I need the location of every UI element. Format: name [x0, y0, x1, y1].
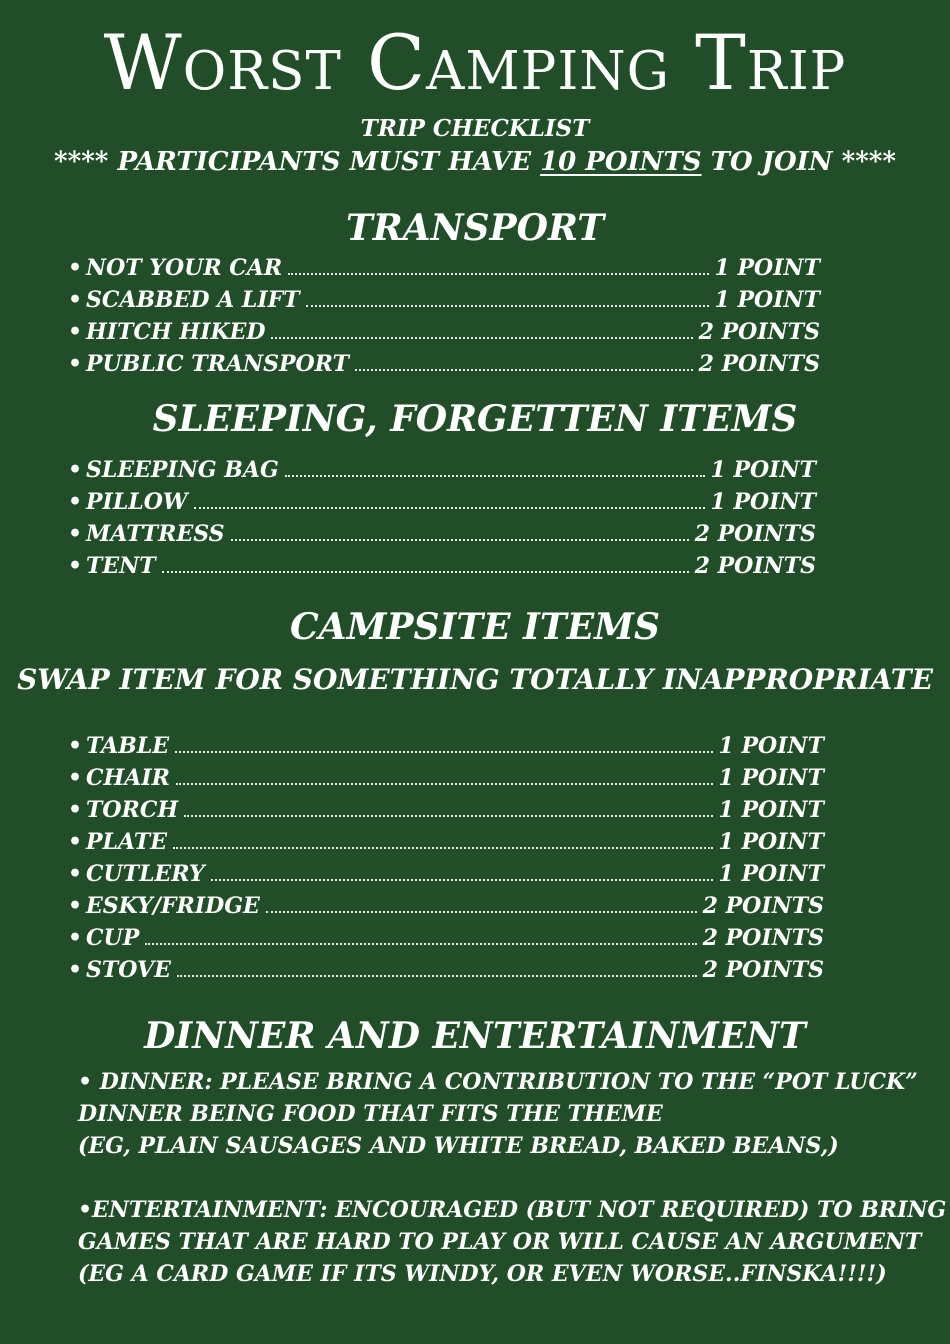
dot-leader — [271, 337, 692, 339]
checklist-item — [68, 284, 820, 316]
campsite-list — [68, 730, 824, 986]
dot-leader — [306, 305, 709, 307]
item-points: 1 POINT — [710, 457, 816, 483]
section-heading-transport: TRANSPORT — [345, 207, 605, 249]
section-heading-dinner: DINNER AND ENTERTAINMENT — [144, 1015, 806, 1057]
checklist-item — [68, 454, 816, 486]
item-label: CUP — [86, 925, 140, 951]
requirement-line — [0, 145, 950, 179]
item-label: ESKY/FRIDGE — [86, 893, 260, 919]
subtitle: TRIP CHECKLIST — [360, 115, 590, 142]
entertainment-paragraph — [78, 1194, 947, 1290]
item-label: CUTLERY — [86, 861, 205, 887]
item-points: 1 POINT — [718, 829, 824, 855]
item-points: 1 POINT — [714, 255, 820, 281]
section-heading-sleeping: SLEEPING, FORGETTEN ITEMS — [152, 398, 798, 440]
item-points: 1 POINT — [710, 489, 816, 515]
bullet-mark: • — [68, 489, 83, 515]
entertainment-line: GAMES THAT ARE HARD TO PLAY OR WILL CAUSE AN ARGUMENT — [78, 1229, 922, 1255]
bullet-mark: • — [68, 287, 83, 313]
sleeping-list — [68, 454, 816, 582]
requirement-prefix: **** PARTICIPANTS MUST HAVE — [54, 147, 541, 177]
dot-leader — [177, 975, 697, 977]
item-label: PLATE — [86, 829, 168, 855]
bullet-mark: • — [68, 319, 83, 345]
item-points: 1 POINT — [718, 733, 824, 759]
item-points: 1 POINT — [718, 765, 824, 791]
dinner-line: (EG, PLAIN SAUSAGES AND WHITE BREAD, BAKED BEANS,) — [78, 1133, 839, 1159]
checklist-item — [68, 826, 824, 858]
requirement-suffix: TO JOIN **** — [701, 147, 896, 177]
item-points: 2 POINTS — [702, 893, 824, 919]
item-label: SCABBED A LIFT — [86, 287, 300, 313]
dinner-paragraph — [78, 1066, 918, 1162]
checklist-item — [68, 794, 824, 826]
item-label: CHAIR — [86, 765, 170, 791]
dot-leader — [211, 879, 713, 881]
section-heading-campsite: CAMPSITE ITEMS — [289, 606, 661, 648]
checklist-item — [68, 518, 816, 550]
dinner-line: • DINNER: PLEASE BRING A CONTRIBUTION TO THE “POT LUCK” — [78, 1069, 918, 1095]
bullet-mark: • — [68, 861, 83, 887]
item-points: 2 POINTS — [702, 957, 824, 983]
bullet-mark: • — [68, 733, 83, 759]
dot-leader — [194, 507, 705, 509]
dinner-line: DINNER BEING FOOD THAT FITS THE THEME — [78, 1101, 663, 1127]
checklist-item — [68, 922, 824, 954]
checklist-item — [68, 890, 824, 922]
campsite-note: SWAP ITEM FOR SOMETHING TOTALLY INAPPROPRIATE — [17, 663, 933, 696]
dot-leader — [176, 783, 713, 785]
item-label: SLEEPING BAG — [86, 457, 279, 483]
item-label: TORCH — [86, 797, 179, 823]
bullet-mark: • — [68, 765, 83, 791]
entertainment-line: •ENTERTAINMENT: ENCOURAGED (BUT NOT REQUIRED) TO BRING — [78, 1197, 947, 1223]
item-label: HITCH HIKED — [86, 319, 266, 345]
item-points: 2 POINTS — [694, 553, 816, 579]
entertainment-line: (EG A CARD GAME IF ITS WINDY, OR EVEN WORSE..FINSKA!!!!) — [78, 1261, 887, 1287]
bullet-mark: • — [68, 797, 83, 823]
item-label: TABLE — [86, 733, 170, 759]
bullet-mark: • — [68, 893, 83, 919]
page-title: Worst Camping Trip — [103, 18, 847, 107]
dot-leader — [145, 943, 696, 945]
item-points: 1 POINT — [718, 797, 824, 823]
item-label: TENT — [86, 553, 156, 579]
item-label: STOVE — [86, 957, 171, 983]
item-label: PUBLIC TRANSPORT — [86, 351, 349, 377]
item-label: MATTRESS — [86, 521, 225, 547]
item-points: 2 POINTS — [694, 521, 816, 547]
bullet-mark: • — [68, 351, 83, 377]
bullet-mark: • — [68, 521, 83, 547]
item-points: 1 POINT — [718, 861, 824, 887]
checklist-item — [68, 348, 820, 380]
checklist-item — [68, 252, 820, 284]
checklist-item — [68, 730, 824, 762]
bullet-mark: • — [68, 255, 83, 281]
item-points: 2 POINTS — [698, 319, 820, 345]
dot-leader — [173, 847, 713, 849]
checklist-item — [68, 954, 824, 986]
item-label: PILLOW — [86, 489, 188, 515]
dot-leader — [175, 751, 712, 753]
item-points: 2 POINTS — [698, 351, 820, 377]
checklist-item — [68, 486, 816, 518]
transport-list — [68, 252, 820, 380]
requirement-points: 10 POINTS — [540, 147, 702, 177]
dot-leader — [162, 571, 689, 573]
bullet-mark: • — [68, 829, 83, 855]
dot-leader — [231, 539, 689, 541]
dot-leader — [288, 273, 708, 275]
checklist-item — [68, 858, 824, 890]
item-label: NOT YOUR CAR — [86, 255, 283, 281]
dot-leader — [184, 815, 712, 817]
dot-leader — [285, 475, 705, 477]
bullet-mark: • — [68, 957, 83, 983]
checklist-item — [68, 550, 816, 582]
bullet-mark: • — [68, 925, 83, 951]
bullet-mark: • — [68, 553, 83, 579]
dot-leader — [266, 911, 697, 913]
item-points: 2 POINTS — [702, 925, 824, 951]
item-points: 1 POINT — [714, 287, 820, 313]
checklist-item — [68, 762, 824, 794]
checklist-item — [68, 316, 820, 348]
dot-leader — [355, 369, 693, 371]
bullet-mark: • — [68, 457, 83, 483]
